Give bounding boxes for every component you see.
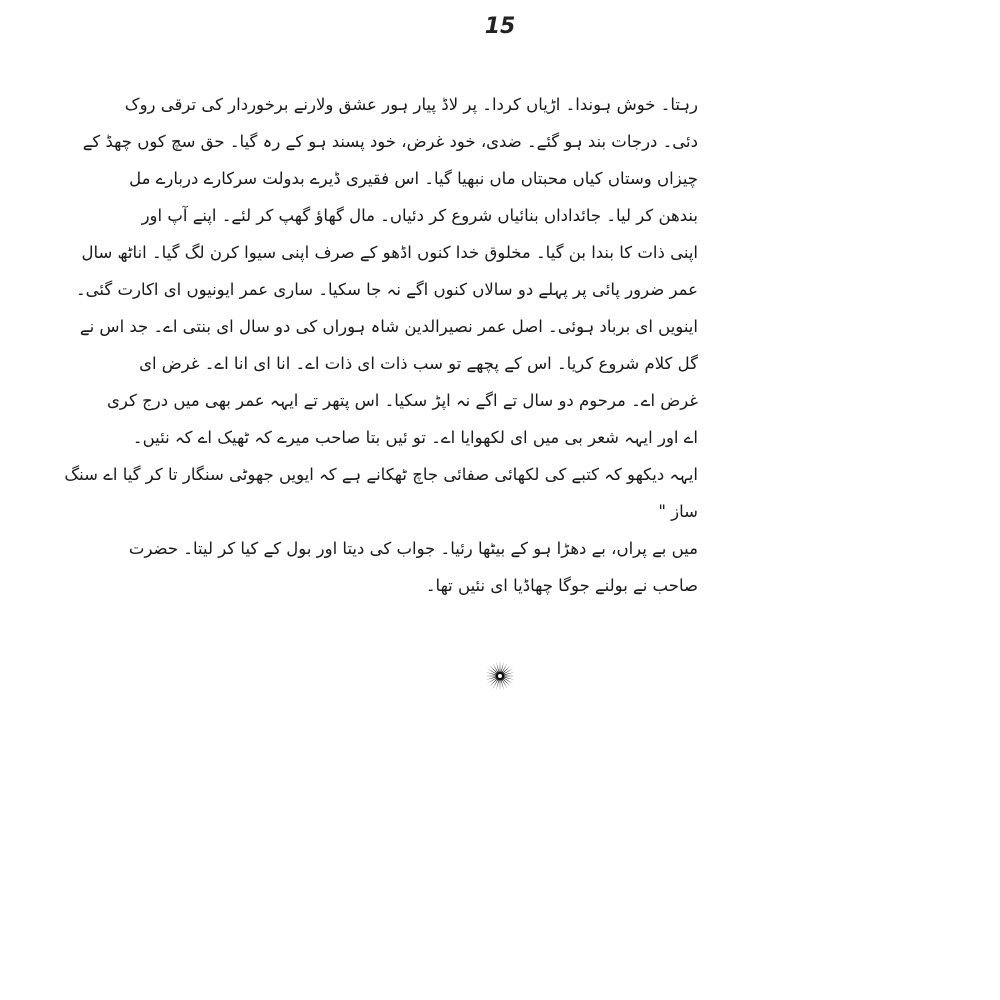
text-line: دئی۔ درجات بند ہو گئے۔ ضدی، خود غرض، خود پسند ہو کے رہ گیا۔ حق سچ کوں چھڈ کے bbox=[82, 132, 698, 151]
text-line: اپنی ذات کا بندا بن گیا۔ مخلوق خدا کنوں اڈھو کے صرف اپنی سیوا کرن لگ گیا۔ اناٹھ سال bbox=[81, 243, 698, 262]
text-line: عمر ضرور پائی پر پہلے دو سالاں کنوں اگے نہ جا سکیا۔ ساری عمر ایونیوں ای اکارت گئی۔ bbox=[76, 280, 698, 299]
text-line: صاحب نے بولنے جوگا چھاڈیا ای نئیں تھا۔ bbox=[425, 576, 698, 595]
text-line: اے اور ایہہ شعر بی میں ای لکھوایا اے۔ تو ئیں بتا صاحب میرے کہ ٹھیک اے کہ نئیں۔ bbox=[132, 428, 698, 447]
text-line: ایہہ دیکھو کہ کتبے کی لکھائی صفائی جاچ ٹھکانے ہے کہ ایویں جھوٹی سنگار تا کر گیا اے سنگ bbox=[64, 465, 698, 484]
text-line: غرض اے۔ مرحوم دو سال تے اگے نہ اپڑ سکیا۔ اس پتھر تے ایہہ عمر بھی میں درج کری bbox=[106, 391, 698, 410]
text-line: بندھن کر لیا۔ جائداداں بنائیاں شروع کر دئیاں۔ مال گھاؤ گھپ کر لئے۔ اپنے آپ اور bbox=[141, 206, 698, 225]
text-line: گل کلام شروع کریا۔ اس کے پچھے تو سب ذات ای ذات اے۔ انا ای انا اے۔ غرض ای bbox=[139, 354, 698, 373]
text-line: میں بے پراں، بے دھڑا ہو کے بیٹھا رئیا۔ جواب کی دیتا اور بول کے کیا کر لیتا۔ حضرت bbox=[128, 539, 698, 558]
text-line: رہتا۔ خوش ہوندا۔ اڑیاں کردا۔ پر لاڈ پیار ہور عشق ولارنے برخوردار کی ترقی روک bbox=[124, 95, 698, 114]
text-line: ساز " bbox=[658, 502, 698, 521]
text-line: اینویں ای برباد ہوئی۔ اصل عمر نصیرالدین شاہ ہوراں کی دو سال ای بنتی اے۔ جد اس نے bbox=[79, 317, 698, 336]
sunburst-ornament-icon bbox=[484, 660, 516, 692]
page-number: 15 bbox=[484, 14, 516, 39]
paragraph-2 bbox=[128, 530, 698, 604]
text-line: چیزاں وستاں کیاں محبتاں ماں نبھیا گیا۔ اس فقیری ڈیرے بدولت سرکارے دربارے مل bbox=[129, 169, 698, 188]
paragraph-1 bbox=[64, 86, 698, 530]
